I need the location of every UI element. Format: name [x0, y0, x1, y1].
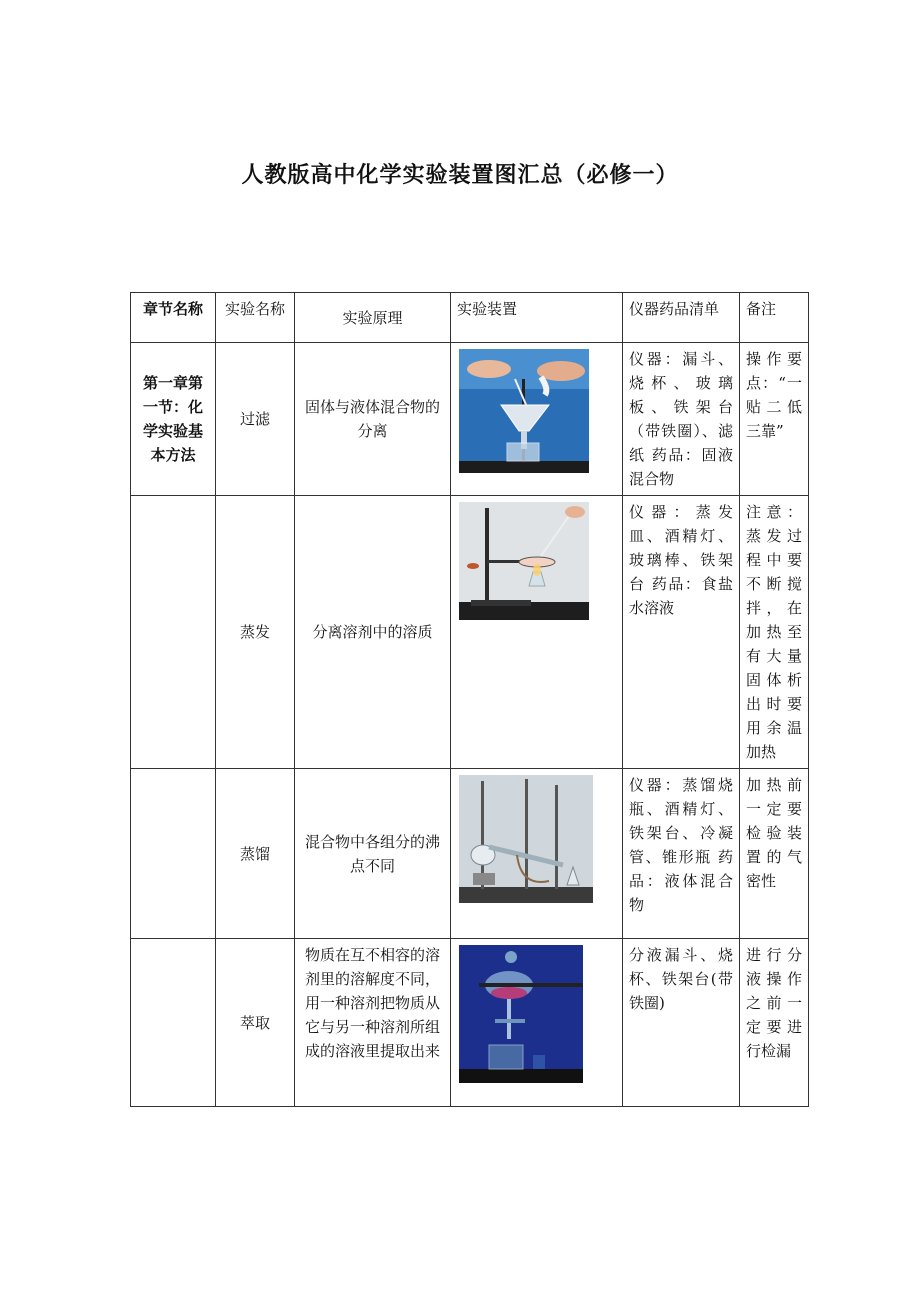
- chapter-cell: [131, 939, 216, 1107]
- header-notes: 备注: [740, 293, 809, 343]
- apparatus-cell: [451, 343, 623, 496]
- apparatus-cell: [451, 939, 623, 1107]
- table-row: [131, 343, 809, 496]
- experiment-principle: 物质在互不相容的溶剂里的溶解度不同，用一种溶剂把物质从它与另一种溶剂所组成的溶液里提取出来: [295, 939, 451, 1107]
- table-row: [131, 496, 809, 769]
- distillation-apparatus-photo: [459, 775, 593, 903]
- chapter-cell: [131, 496, 216, 769]
- notes-cell: 进行分液操作之前一定要进行检漏: [740, 939, 809, 1107]
- apparatus-cell: [451, 769, 623, 939]
- table-header-row: [131, 293, 809, 343]
- materials-list: 仪器：蒸馏烧瓶、酒精灯、铁架台、冷凝管、锥形瓶 药品：液体混合物: [623, 769, 740, 939]
- filtration-apparatus-photo: [459, 349, 589, 473]
- header-chapter: 章节名称: [131, 293, 216, 343]
- experiment-name: 蒸馏: [216, 769, 295, 939]
- table-row: [131, 939, 809, 1107]
- extraction-apparatus-photo: [459, 945, 583, 1083]
- materials-list: 仪器：漏斗、烧杯、玻璃板、铁架台（带铁圈）、滤纸 药品：固液混合物: [623, 343, 740, 496]
- experiment-name: 过滤: [216, 343, 295, 496]
- header-experiment: 实验名称: [216, 293, 295, 343]
- materials-list: 分液漏斗、烧杯、铁架台(带铁圈): [623, 939, 740, 1107]
- experiment-name: 蒸发: [216, 496, 295, 769]
- table-row: [131, 769, 809, 939]
- materials-list: 仪器：蒸发皿、酒精灯、玻璃棒、铁架台 药品：食盐水溶液: [623, 496, 740, 769]
- header-principle: 实验原理: [295, 293, 451, 343]
- notes-cell: 注意：蒸发过程中要不断搅拌，在加热至有大量固体析出时要用余温加热: [740, 496, 809, 769]
- experiment-table: [130, 292, 809, 1107]
- experiment-name: 萃取: [216, 939, 295, 1107]
- chapter-cell: 第一章第一节：化学实验基本方法: [131, 343, 216, 496]
- header-materials: 仪器药品清单: [623, 293, 740, 343]
- notes-cell: 操作要点：“一贴二低三靠”: [740, 343, 809, 496]
- notes-cell: 加热前一定要检验装置的气密性: [740, 769, 809, 939]
- apparatus-cell: [451, 496, 623, 769]
- chapter-cell: [131, 769, 216, 939]
- page-title: 人教版高中化学实验装置图汇总（必修一）: [241, 162, 679, 188]
- experiment-principle: 混合物中各组分的沸点不同: [295, 769, 451, 939]
- header-apparatus: 实验装置: [451, 293, 623, 343]
- experiment-principle: 分离溶剂中的溶质: [295, 496, 451, 769]
- evaporation-apparatus-photo: [459, 502, 589, 620]
- experiment-principle: 固体与液体混合物的分离: [295, 343, 451, 496]
